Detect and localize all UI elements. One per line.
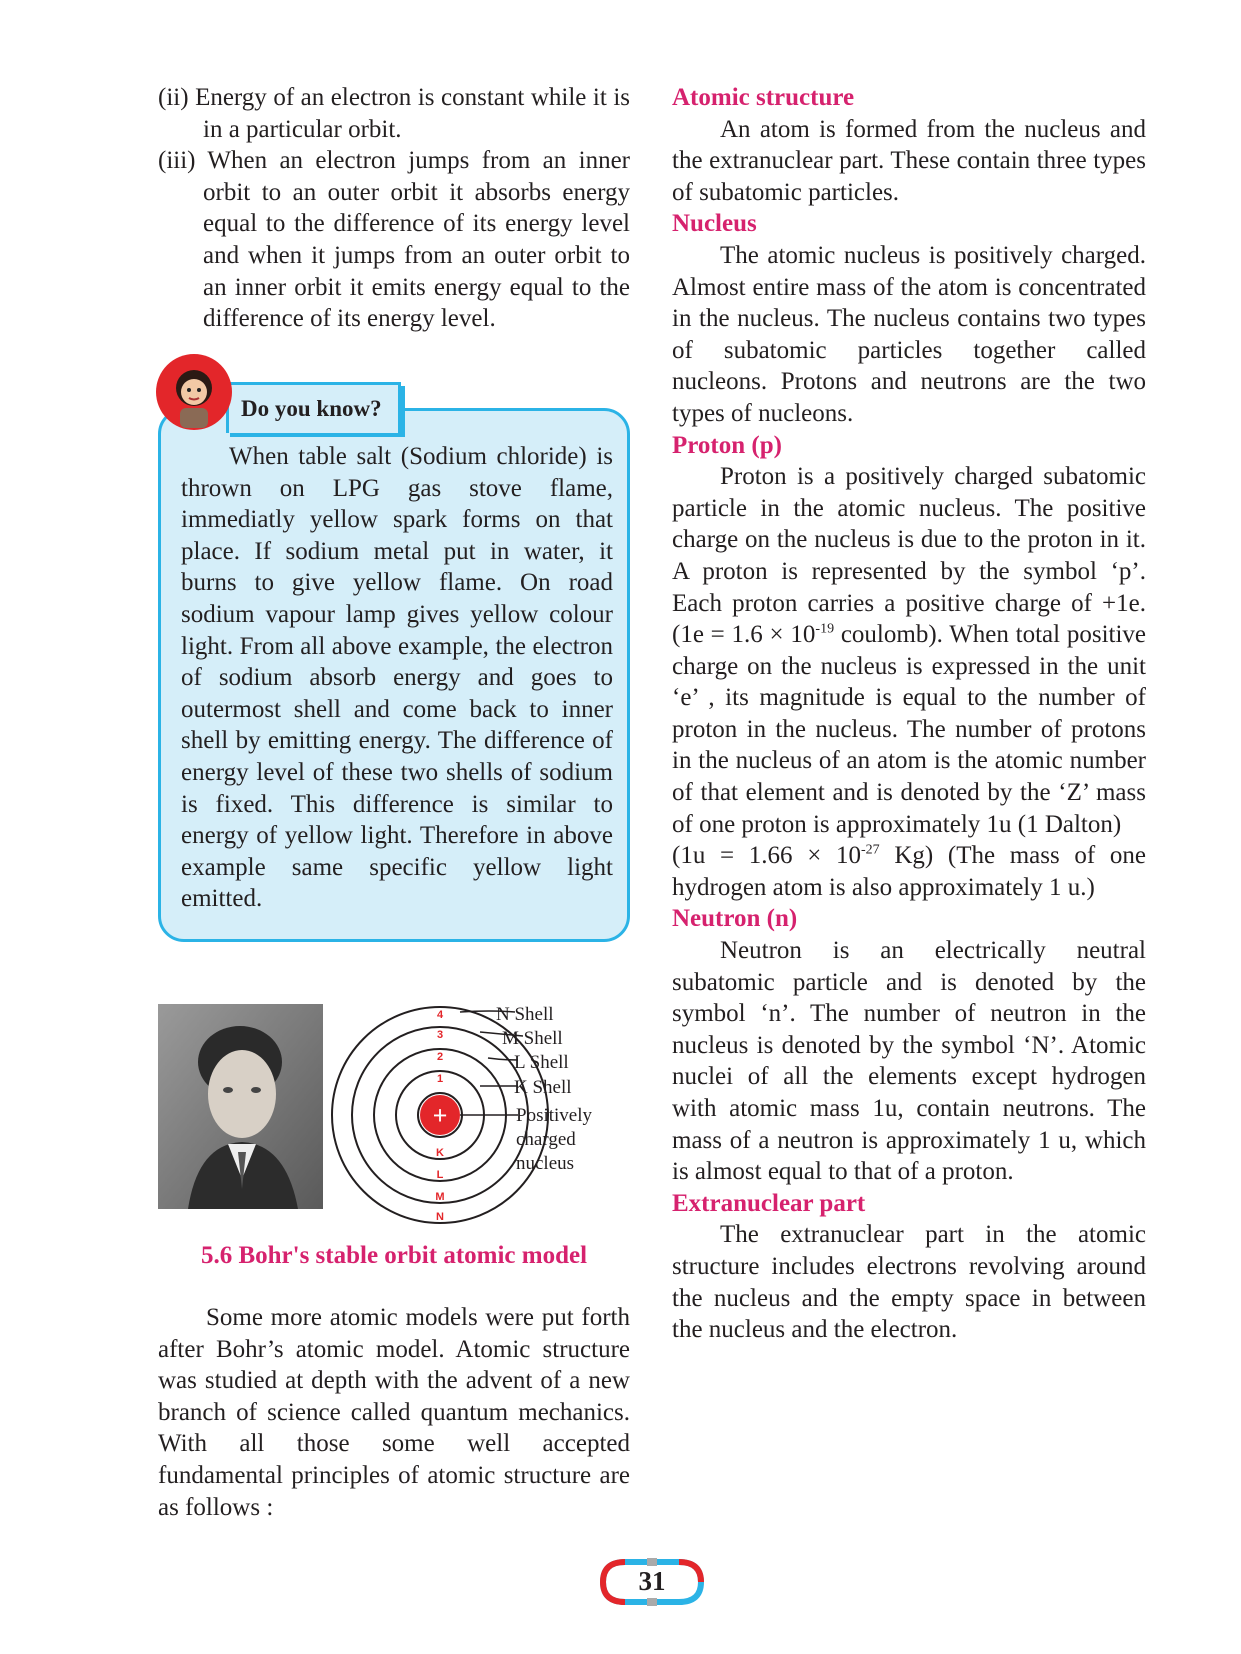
do-you-know-panel xyxy=(158,408,630,942)
heading-atomic-structure: Atomic structure xyxy=(672,84,855,111)
shell-label-l: L Shell xyxy=(514,1052,569,1073)
do-you-know-paragraph: When table salt (Sodium chloride) is thrown on LPG gas stove flame, immediatly yellow spark forms on that place. If sodium metal put in water, it burns to give yellow flame. On road sodium vapour lamp gives yellow colour light. From all above example, the electron of sodium absorb energy and goes to outermost shell and come back to inner shell by emitting energy. The difference of energy level of these two shells of sodium is fixed. This difference is similar to energy of yellow light. Therefore in above example same specific yellow light emitted. xyxy=(181,443,613,913)
orbit-number: 4 xyxy=(436,1009,444,1021)
proton-mass-exponent: -27 xyxy=(860,842,880,858)
proton-text-part: Proton is a positively charged subatomic particle in the atomic nucleus. The positive charge on the nucleus is due to the proton in it. A proton is represented by the symbol ‘p’. Each proton carries a positive charge of +1e. (1e = 1.6 × 10 xyxy=(672,463,1146,649)
orbit-number: 2 xyxy=(436,1051,444,1063)
paragraph-atomic-structure: An atom is formed from the nucleus and the extranuclear part. These contain three types of subatomic particles. xyxy=(672,115,1146,206)
orbit-letter: N xyxy=(436,1211,444,1223)
figure-caption: 5.6 Bohr's stable orbit atomic model xyxy=(200,1242,588,1269)
proton-mass-text: (1u = 1.66 × 10 xyxy=(672,842,861,870)
after-figure-paragraph: Some more atomic models were put forth after Bohr’s atomic model. Atomic structure was studied at depth with the advent of a new branch of science called quantum mechanics. With all those some well accepted fundamental principles of atomic structure are as follows : xyxy=(158,1304,630,1521)
nucleus-label: charged xyxy=(516,1129,576,1150)
paragraph-extranuclear: The extranuclear part in the atomic structure includes electrons revolving around the nucleus and the empty space in between the nucleus and the electron. xyxy=(672,1221,1146,1344)
do-you-know-box xyxy=(158,396,630,938)
paragraph-proton-mass xyxy=(672,840,1146,903)
nucleus-plus: + xyxy=(432,1101,448,1130)
list-item-ii: (ii) Energy of an electron is constant while it is in a particular orbit. xyxy=(158,84,630,143)
proton-mass-text: Kg) (The mass of one hydrogen atom is also approximately 1 u.) xyxy=(672,842,1146,901)
proton-text-part: coulomb). When total positive charge on the nucleus is expressed in the unit ‘e’ , its magnitude is equal to the number of proton in the nucleus. The number of protons in the nucleus of an atom is the atomic number of that element and is denoted by the ‘Z’ mass of one proton is approximately 1u (1 Dalton) xyxy=(672,621,1147,838)
page-number-badge xyxy=(597,1556,707,1608)
orbit-letter: M xyxy=(435,1191,445,1203)
proton-exponent: -19 xyxy=(815,621,835,637)
heading-nucleus: Nucleus xyxy=(672,210,757,238)
nucleus-label: nucleus xyxy=(516,1153,575,1174)
bohr-atom-diagram xyxy=(330,1000,650,1225)
do-you-know-text xyxy=(181,441,613,915)
bohr-portrait-photo xyxy=(158,1004,323,1209)
nucleus-label: Positively xyxy=(516,1105,593,1126)
shell-label-k: K Shell xyxy=(514,1077,572,1098)
heading-proton: Proton (p) xyxy=(672,431,782,459)
paragraph-proton xyxy=(672,461,1146,840)
shell-label-m: M Shell xyxy=(502,1028,563,1049)
orbit-number: 1 xyxy=(436,1073,444,1085)
girl-mascot-icon xyxy=(154,352,234,432)
page-number: 31 xyxy=(638,1566,666,1596)
left-column xyxy=(158,82,630,335)
list-item-iii: (iii) When an electron jumps from an inner orbit to an outer orbit it absorbs energy equal to the difference of its energy level and when it jumps from an outer orbit to an inner orbit it emits energy equal to the difference of its energy level. xyxy=(158,147,630,333)
heading-neutron: Neutron (n) xyxy=(672,905,798,933)
orbit-letter: K xyxy=(436,1147,444,1159)
orbit-letter: L xyxy=(436,1169,444,1181)
do-you-know-title: Do you know? xyxy=(226,382,401,433)
heading-extranuclear: Extranuclear part xyxy=(672,1189,866,1217)
paragraph-nucleus: The atomic nucleus is positively charged. Almost entire mass of the atom is concentrated in the nucleus. The nucleus contains two types of subatomic particles together called nucleons. Protons and neutrons are the two types of nucleons. xyxy=(672,241,1146,427)
shell-label-n: N Shell xyxy=(496,1004,554,1025)
orbit-number: 3 xyxy=(436,1029,444,1041)
after-figure-block xyxy=(158,1302,630,1523)
right-column xyxy=(672,82,1146,1346)
paragraph-neutron: Neutron is an electrically neutral subatomic particle and is denoted by the symbol ‘n’. The number of neutron in the nucleus is denoted by the symbol ‘N’. Atomic nuclei of all the elements except hydrogen with atomic mass 1u, contain neutrons. The mass of a neutron is approximately 1 u, which is almost equal to that of a proton. xyxy=(672,937,1146,1186)
